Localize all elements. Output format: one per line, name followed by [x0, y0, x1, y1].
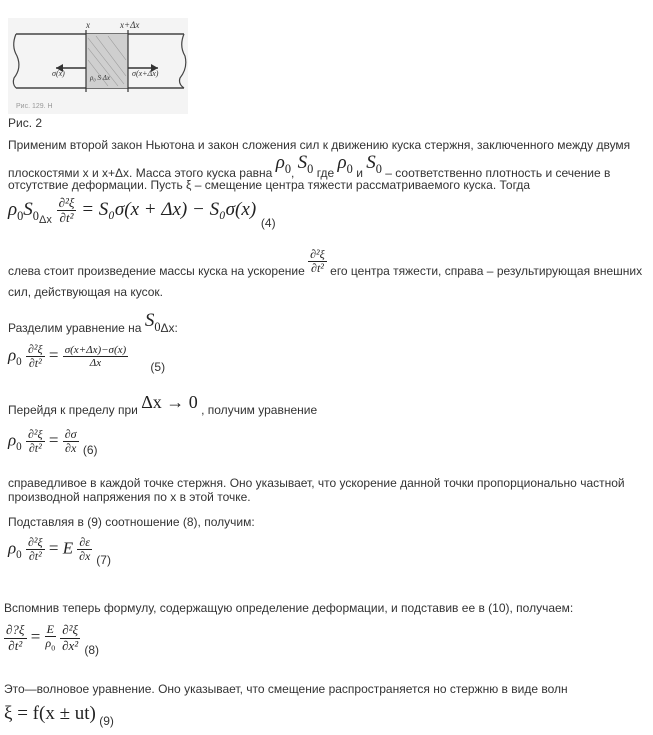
- figure-caption: Рис. 2: [8, 116, 43, 130]
- para4: Перейдя к пределу при Δx → 0 , получим уравнение: [8, 392, 318, 417]
- equation-4: $\rho_0S_{0\Delta x}$ $\frac{\text{∂²ξ}}{\text{∂t²}}$ = S₀σ(x + Δx) − S₀σ(x) $_{(4)}$: [8, 195, 276, 231]
- para6: Подставляя в (9) соотношение (8), получим:: [8, 515, 255, 529]
- equation-6: $\rho_0$ $\frac{\text{∂²ξ}}{\text{∂t²}}$ = $\frac{\partial\sigma}{\partial x}$ $_{(6)}$: [8, 427, 98, 457]
- label-mass: ρ₀ S Δx: [90, 74, 111, 82]
- para2-line1: слева стоит произведение массы куска на ускорение $\frac{\text{∂²ξ}}{\text{∂t²}}$ его центра тяжести, справа – результирующая внешних: [8, 247, 643, 278]
- para1-line1: Применим второй закон Ньютона и закон сложения сил к движению куска стержня, заключенного между двумя: [8, 138, 631, 152]
- label-sigma-left: σ(x): [52, 69, 65, 78]
- equation-8: $\frac{\partial?\xi}{\text{∂t²}}$ = $\frac{E}{\rho_0}$ $\frac{\text{∂²ξ}}{\text{∂x²}}$ $_{(8)}$: [6, 622, 99, 657]
- rod-diagram: [8, 18, 188, 114]
- label-sigma-right: σ(x+Δx): [132, 69, 159, 78]
- eq4-number: (4): [260, 216, 276, 231]
- para7: Вспомнив теперь формулу, содержащую определение деформации, и подставив ее в (10), получаем:: [4, 601, 574, 615]
- eq6-number: (6): [82, 442, 98, 457]
- eq7-number: (7): [96, 552, 111, 567]
- s0-symbol: $S_0$: [297, 152, 314, 176]
- equation-9: ξ = f(x ± ut) (9): [4, 703, 114, 728]
- s0-symbol: $S_0$: [366, 152, 382, 176]
- limit-expression: Δx → 0: [141, 392, 198, 412]
- figure: [8, 18, 188, 114]
- eq9-number: (9): [99, 714, 114, 728]
- equation-7: $\rho_0$ $\frac{\text{∂²ξ}}{\text{∂t²}}$ = E $\frac{\partial\varepsilon}{\partial x}$ $_{(7)}$: [8, 535, 111, 567]
- rho-symbol: $\rho_0$: [275, 152, 291, 176]
- rho-symbol: $\rho_0$: [337, 152, 353, 176]
- eq5-number: (5): [150, 359, 166, 374]
- eq8-number: (8): [84, 642, 99, 657]
- label-x: x: [86, 20, 90, 30]
- para1-line2: плоскостями x и x+Δx. Масса этого куска равна $\rho_0$, $S_0$ где $\rho_0$ и $S_0$ – соответственно плотность и сечение в: [8, 152, 611, 180]
- para5-line2: производной напряжения по x в этой точке.: [8, 490, 251, 504]
- para3: Разделим уравнение на $S_0\Delta x$:: [8, 310, 178, 335]
- para5-line1: справедливое в каждой точке стержня. Оно указывает, что ускорение данной точки пропорционально частной: [8, 476, 625, 490]
- equation-5: $\rho_0$ $\frac{\text{∂²ξ}}{\text{∂t²}}$ = $\frac{\sigma(x+\Delta x)-\sigma(x)}{\Delta x}$ $_{(5)}$: [8, 342, 166, 374]
- para2-line2: сил, действующая на кусок.: [8, 285, 164, 299]
- label-x-dx: x+Δx: [120, 20, 140, 30]
- figure-caption-fragment: Рис. 129. Н: [16, 103, 53, 110]
- para8: Это—волновое уравнение. Оно указывает, что смещение распространяется но стержню в виде волн: [4, 682, 568, 696]
- para1-line3: отсутствие деформации. Пусть ξ – смещение центра тяжести рассматриваемого куска. Тогда: [8, 178, 531, 192]
